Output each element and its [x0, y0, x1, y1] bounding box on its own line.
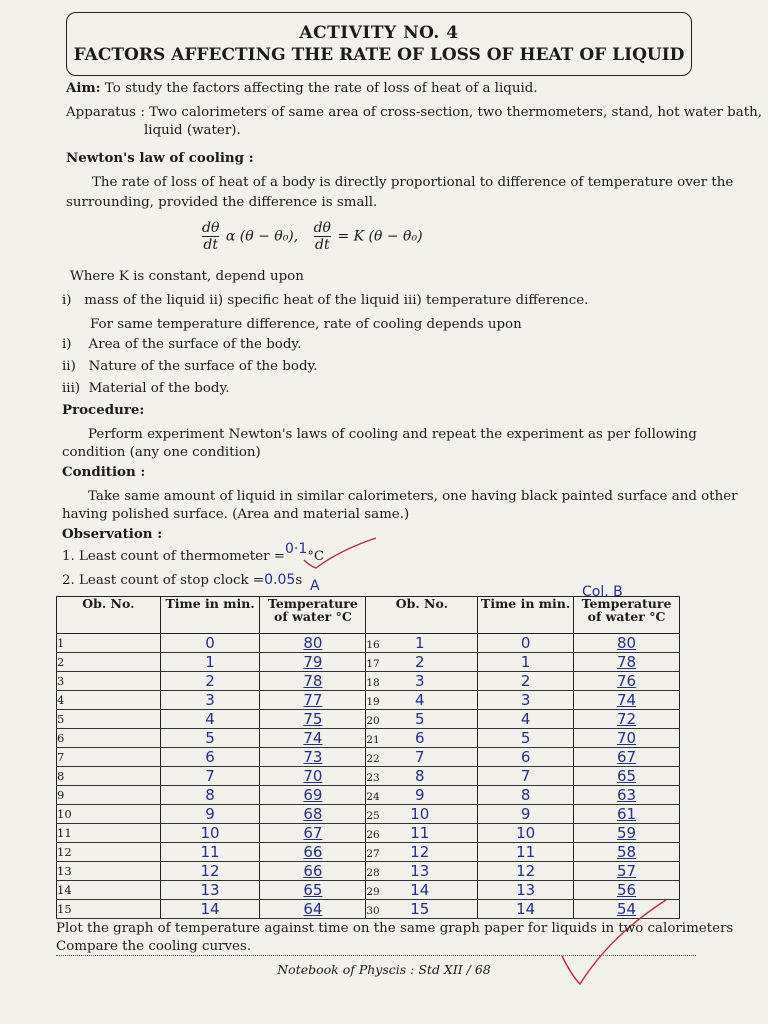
ob-no-cell: 12: [57, 843, 161, 862]
procedure-line1: Perform experiment Newton's laws of cooling and repeat the experiment as per following: [88, 427, 697, 442]
apparatus-line1: Apparatus : Two calorimeters of same area of cross-section, two thermometers, stand, hot water bath,: [66, 105, 762, 120]
page-footer: Notebook of Physcis : Std XII / 68: [277, 962, 491, 977]
table-row: [57, 710, 680, 729]
ob-no-cell: 9: [57, 786, 161, 805]
ob-no-cell: 14: [57, 881, 161, 900]
aim-label: Aim:: [66, 80, 101, 96]
time-cell: 10: [160, 824, 260, 843]
factor-item-3: iii) Material of the body.: [62, 381, 230, 396]
temperature-cell: 70: [260, 767, 366, 786]
temperature-cell: 68: [260, 805, 366, 824]
ob-no-cell: 3: [57, 672, 161, 691]
ob-no-cell: 26 11: [366, 824, 478, 843]
time-cell: 14: [478, 900, 574, 919]
temperature-cell: 67: [574, 748, 680, 767]
lc-thermometer: 1. Least count of thermometer =0·1°C: [62, 541, 325, 564]
table-row: [57, 767, 680, 786]
lc-stop-clock: 2. Least count of stop clock =0.05s: [62, 572, 303, 588]
aim-text: To study the factors affecting the rate of loss of heat of a liquid.: [104, 81, 538, 96]
ob-no-cell: 17 2: [366, 653, 478, 672]
header-temp-2: Temperature of water °C: [574, 597, 680, 634]
header-ob-no-2: Ob. No.: [366, 597, 478, 634]
time-cell: 13: [160, 881, 260, 900]
temperature-cell: 66: [260, 843, 366, 862]
time-cell: 1: [478, 653, 574, 672]
time-cell: 14: [160, 900, 260, 919]
temperature-cell: 57: [574, 862, 680, 881]
ob-no-cell: 28 13: [366, 862, 478, 881]
table-header-row: [57, 597, 680, 634]
divider: [56, 955, 696, 956]
ob-no-cell: 21 6: [366, 729, 478, 748]
ob-no-cell: 1: [57, 634, 161, 653]
header-temp-1: Temperature of water °C: [260, 597, 366, 634]
page-title: FACTORS AFFECTING THE RATE OF LOSS OF HEAT OF LIQUID: [73, 45, 685, 65]
time-cell: 0: [160, 634, 260, 653]
temperature-cell: 75: [260, 710, 366, 729]
newton-line2: surrounding, provided the difference is small.: [66, 195, 378, 210]
ob-no-cell: 8: [57, 767, 161, 786]
procedure-line2: condition (any one condition): [62, 445, 261, 460]
time-cell: 7: [478, 767, 574, 786]
table-row: [57, 805, 680, 824]
ob-no-cell: 2: [57, 653, 161, 672]
constant-item-1: i) mass of the liquid ii) specific heat of the liquid iii) temperature difference.: [62, 293, 589, 308]
time-cell: 2: [478, 672, 574, 691]
time-cell: 4: [160, 710, 260, 729]
table-row: [57, 672, 680, 691]
temperature-cell: 78: [260, 672, 366, 691]
formula-proportional: α (θ − θ₀),: [225, 228, 299, 245]
time-cell: 12: [478, 862, 574, 881]
ob-no-cell: 4: [57, 691, 161, 710]
plot-instruction: Plot the graph of temperature against time on the same graph paper for liquids in two calorimeters: [56, 921, 734, 936]
time-cell: 13: [478, 881, 574, 900]
temperature-cell: 72: [574, 710, 680, 729]
temperature-cell: 77: [260, 691, 366, 710]
temperature-cell: 80: [260, 634, 366, 653]
time-cell: 11: [478, 843, 574, 862]
same-difference-line: For same temperature difference, rate of cooling depends upon: [90, 317, 522, 332]
procedure-heading: Procedure:: [62, 402, 145, 418]
temperature-cell: 64: [260, 900, 366, 919]
compare-instruction: Compare the cooling curves.: [56, 939, 252, 954]
aim-line: [66, 80, 538, 97]
temperature-cell: 67: [260, 824, 366, 843]
ob-no-cell: 25 10: [366, 805, 478, 824]
formula-fraction-1: $\frac{d\theta}{dt}$: [202, 220, 220, 253]
temperature-cell: 74: [574, 691, 680, 710]
temperature-cell: 79: [260, 653, 366, 672]
temperature-cell: 58: [574, 843, 680, 862]
ob-no-cell: 19 4: [366, 691, 478, 710]
ob-no-cell: 5: [57, 710, 161, 729]
time-cell: 8: [478, 786, 574, 805]
ob-no-cell: 7: [57, 748, 161, 767]
temperature-cell: 59: [574, 824, 680, 843]
activity-number: ACTIVITY NO. 4: [299, 23, 459, 43]
time-cell: 11: [160, 843, 260, 862]
temperature-cell: 66: [260, 862, 366, 881]
temperature-cell: 73: [260, 748, 366, 767]
ob-no-cell: 23 8: [366, 767, 478, 786]
ob-no-cell: 24 9: [366, 786, 478, 805]
newton-line1: The rate of loss of heat of a body is directly proportional to difference of temperature over the: [92, 175, 734, 190]
constant-line: Where K is constant, depend upon: [70, 269, 304, 284]
column-a-label: A: [310, 578, 320, 594]
newton-heading: Newton's law of cooling :: [66, 150, 254, 166]
column-b-label: Col. B: [582, 584, 623, 600]
factor-item-1: i) Area of the surface of the body.: [62, 337, 302, 352]
cooling-formula: [200, 220, 423, 253]
condition-line1: Take same amount of liquid in similar calorimeters, one having black painted surface and other: [88, 489, 738, 504]
temperature-cell: 69: [260, 786, 366, 805]
time-cell: 6: [160, 748, 260, 767]
time-cell: 3: [160, 691, 260, 710]
lc-thermometer-value: 0·1: [284, 541, 308, 557]
temperature-cell: 74: [260, 729, 366, 748]
header-time-2: Time in min.: [478, 597, 574, 634]
time-cell: 9: [478, 805, 574, 824]
observation-table: [56, 596, 680, 919]
ob-no-cell: 18 3: [366, 672, 478, 691]
time-cell: 2: [160, 672, 260, 691]
temperature-cell: 80: [574, 634, 680, 653]
time-cell: 10: [478, 824, 574, 843]
ob-no-cell: 15: [57, 900, 161, 919]
temperature-cell: 65: [574, 767, 680, 786]
table-row: [57, 843, 680, 862]
lc-clock-value: 0.05: [264, 572, 296, 588]
table-row: [57, 748, 680, 767]
ob-no-cell: 27 12: [366, 843, 478, 862]
title-box: [66, 12, 692, 76]
observation-heading: Observation :: [62, 526, 163, 542]
ob-no-cell: 29 14: [366, 881, 478, 900]
time-cell: 5: [160, 729, 260, 748]
factor-item-2: ii) Nature of the surface of the body.: [62, 359, 318, 374]
time-cell: 8: [160, 786, 260, 805]
time-cell: 0: [478, 634, 574, 653]
table-row: [57, 862, 680, 881]
temperature-cell: 78: [574, 653, 680, 672]
formula-fraction-2: $\frac{d\theta}{dt}$: [313, 220, 331, 253]
ob-no-cell: 20 5: [366, 710, 478, 729]
temperature-cell: 54: [574, 900, 680, 919]
header-ob-no-1: Ob. No.: [57, 597, 161, 634]
condition-heading: Condition :: [62, 464, 146, 480]
time-cell: 4: [478, 710, 574, 729]
temperature-cell: 70: [574, 729, 680, 748]
time-cell: 6: [478, 748, 574, 767]
time-cell: 1: [160, 653, 260, 672]
time-cell: 3: [478, 691, 574, 710]
header-time-1: Time in min.: [160, 597, 260, 634]
formula-equation: = K (θ − θ₀): [337, 228, 423, 245]
temperature-cell: 63: [574, 786, 680, 805]
table-row: [57, 729, 680, 748]
check-mark-icon: [300, 536, 380, 570]
ob-no-cell: 30 15: [366, 900, 478, 919]
ob-no-cell: 22 7: [366, 748, 478, 767]
table-row: [57, 691, 680, 710]
table-row: [57, 824, 680, 843]
apparatus-line2: liquid (water).: [144, 123, 241, 138]
temperature-cell: 61: [574, 805, 680, 824]
table-row: [57, 786, 680, 805]
ob-no-cell: 13: [57, 862, 161, 881]
temperature-cell: 76: [574, 672, 680, 691]
ob-no-cell: 10: [57, 805, 161, 824]
ob-no-cell: 6: [57, 729, 161, 748]
condition-line2: having polished surface. (Area and material same.): [62, 507, 410, 522]
temperature-cell: 56: [574, 881, 680, 900]
table-row: [57, 653, 680, 672]
ob-no-cell: 16 1: [366, 634, 478, 653]
time-cell: 9: [160, 805, 260, 824]
temperature-cell: 65: [260, 881, 366, 900]
time-cell: 5: [478, 729, 574, 748]
time-cell: 7: [160, 767, 260, 786]
table-row: [57, 634, 680, 653]
ob-no-cell: 11: [57, 824, 161, 843]
time-cell: 12: [160, 862, 260, 881]
